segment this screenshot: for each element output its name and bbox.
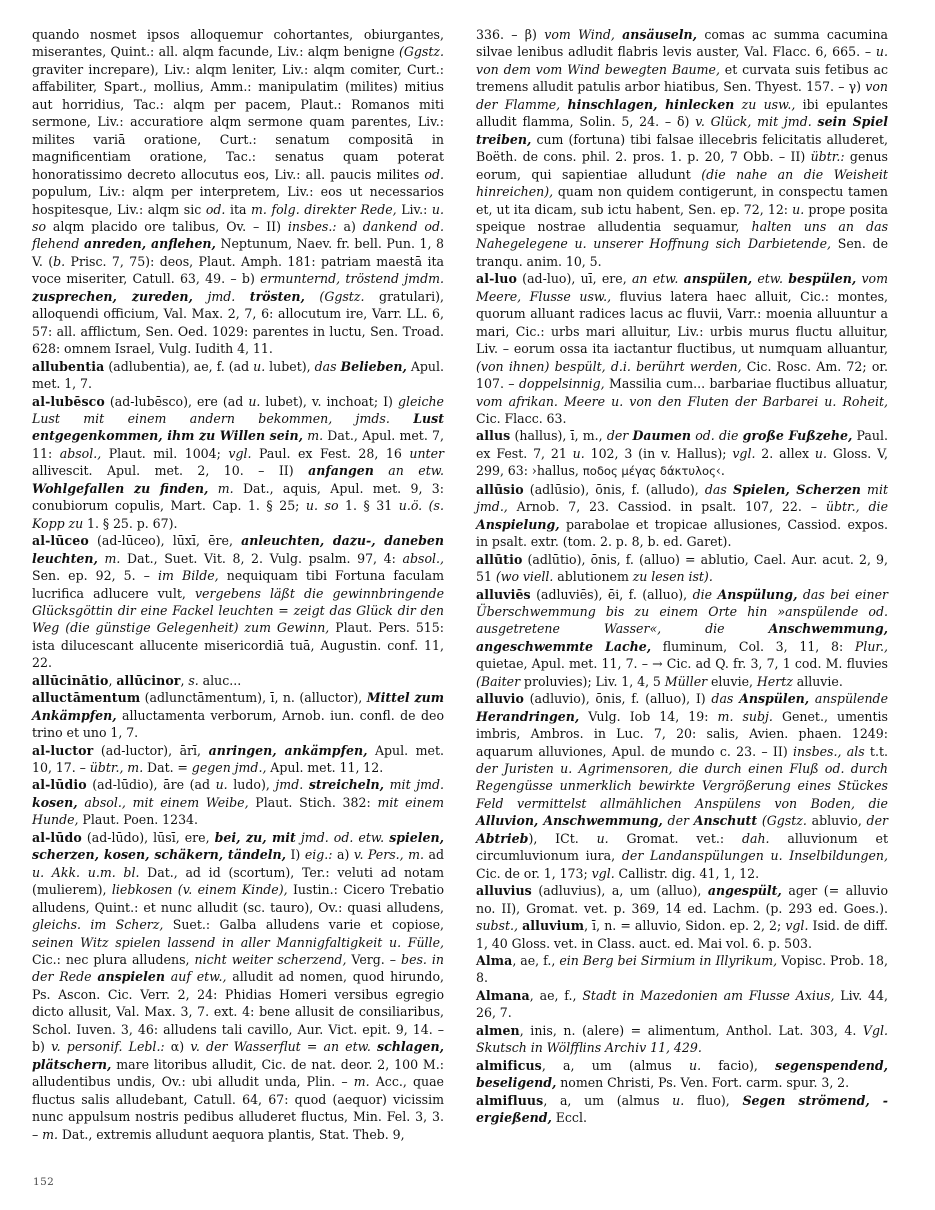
dictionary-entry: al-lūdo (ad-lūdo), lūsī, ere, bei, zu, mit jmd. od. etw. spielen, scherzen, kosen, schäkern, tändeln, I) eig.: a) v. Pers., m. ad u. Akk. u.m. bl. Dat., ad id (scortum), Ter.: veluti ad notam (mulierem), liebkosen (v. einem Kinde), Iustin.: Cicero Trebatio alludens, Quint.: et nunc alludit (sc. tauro), Ov.: quasi alludens, gleichs. im Scherz, Suet.: Galba alludens varie et copiose, seinen Witz spielen lassend in aller Mannigfaltigkeit u. Fülle, Cic.: nec plura alludens, nicht weiter scherzend, Verg. – bes. in der Rede anspielen auf etw., alludit ad nomen, quod hirundo, Ps. Ascon. Cic. Verr. 2, 24: Phidias Homeri versibus egregio dicto allusit, Val. Max. 3, 7. ext. 4: bene allusit de consiliaribus, Schol. Iuven. 3, 46: alludens tali cavillo, Aur. Vict. epit. 9, 14. – b) v. personif. Lebl.: α) v. der Wasserflut = an etw. schlagen, plätschern, mare litoribus alludit, Cic. de nat. deor. 2, 100 M.: alludentibus undis, Ov.: ubi alludit unda, Plin. – m. Acc., quae fluctus salis alludebant, Catull. 64, 67: quod (aequor) vicissim nunc appulsum nostris pedibus alluderet fluctus, Min. Fel. 3, 3. – m. Dat., extremis alludunt aequora plantis, Stat. Theb. 9, — [32, 829, 445, 1142]
dictionary-entry: alluctāmentum (adlunctāmentum), ī, n. (alluctor), Mittel zum Ankämpfen, alluctamenta verborum, Arnob. iun. confl. de deo trino et uno 1, 7. — [32, 690, 444, 741]
two-column-body — [32, 26, 889, 1151]
page-number: 152 — [33, 1176, 55, 1188]
dictionary-entry: allus (hallus), ī, m., der Daumen od. die große Fußzehe, Paul. ex Fest. 7, 21 u. 102, 3 (in v. Hallus); vgl. 2. allex u. Gloss. V, 299, 63: ›hallus, ποδος μέγας δάκτυλος‹. — [476, 428, 888, 479]
dictionary-entry: almifluus, a, um (almus u. fluo), Segen strömend, -ergießend, Eccl. — [476, 1092, 888, 1126]
dictionary-entry: allūtio (adlūtio), ōnis, f. (alluo) = ablutio, Cael. Aur. acut. 2, 9, 51 (wo viell. ablutionem zu lesen ist). — [476, 551, 888, 585]
dictionary-entry: almen, inis, n. (alere) = alimentum, Anthol. Lat. 303, 4. Vgl. Skutsch in Wölfflins Archiv 11, 429. — [476, 1022, 888, 1056]
dictionary-entry: al-lubēsco (ad-lubēsco), ere (ad u. lubet), v. inchoat; I) gleiche Lust mit einem andern bekommen, jmds. Lust entgegenkommen, ihm zu Willen sein, m. Dat., Apul. met. 7, 11: absol., Plaut. mil. 1004; vgl. Paul. ex Fest. 28, 16 unter allivescit. Apul. met. 2, 10. – II) anfangen an etw. Wohlgefallen zu finden, m. Dat., aquis, Apul. met. 9, 3: conubiorum copulis, Mart. Cap. 1. § 25; u. so 1. § 31 u.ö. (s. Kopp zu 1. § 25. p. 67). — [32, 393, 445, 531]
left-text-column — [32, 26, 444, 1143]
dictionary-entry: almificus, a, um (almus u. facio), segenspendend, beseligend, nomen Christi, Ps. Ven. Fort. carm. spur. 3, 2. — [476, 1057, 889, 1091]
dictionary-entry: alluviēs (adluviēs), ēi, f. (alluo), die Anspülung, das bei einer Überschwemmung bis zu einem Orte hin »anspülende od. ausgetretene Wasser«, die Anschwemmung, angeschwemmte Lache, fluminum, Col. 3, 11, 8: Plur., quietae, Apul. met. 11, 7. – → Cic. ad Q. fr. 3, 7, 1 cod. M. fluvies (Baiter proluvies); Liv. 1, 4, 5 Müller eluvie, Hertz alluvie. — [476, 586, 889, 689]
dictionary-entry: Almana, ae, f., Stadt in Mazedonien am Flusse Axius, Liv. 44, 26, 7. — [476, 987, 888, 1021]
entry-continuation: 336. – β) vom Wind, ansäuseln, comas ac summa cacumina silvae lenibus adludit flabris levis auster, Val. Flacc. 6, 665. – u. von dem vom Wind bewegten Baume, et curvata suis fetibus ac tremens alludit patulis arbor hiatibus, Sen. Thyest. 157. – γ) von der Flamme, hinschlagen, hinlecken zu usw., ibi epulantes alludit flamma, Solin. 5, 24. – δ) v. Glück, mit jmd. sein Spiel treiben, cum (fortuna) tibi falsae illecebris felicitatis alluderet, Boëth. de cons. phil. 2. pros. 1. p. 20, 7 Obb. – II) übtr.: genus eorum, qui sapientiae alludunt (die nahe an die Weisheit hinreichen), quam non quidem contigerunt, in conspectu tamen et, ut ita dicam, sub ictu habent, Sen. ep. 72, 12: u. prope posita speique nostrae alludentia sequamur, halten uns an das Nahegelegene u. unserer Hoffnung sich Darbietende, Sen. de tranqu. anim. 10, 5. — [476, 27, 889, 269]
dictionary-entry: alluvius (adluvius), a, um (alluo), angespült, ager (= alluvio no. II), Gromat. vet. p. 369, 14 ed. Lachm. (p. 293 ed. Goes.). subst., alluvium, ī, n. = alluvio, Sidon. ep. 2, 2; vgl. Isid. de diff. 1, 40 Gloss. vet. in Class. auct. ed. Mai vol. 6. p. 503. — [476, 883, 888, 951]
dictionary-entry: Alma, ae, f., ein Berg bei Sirmium in Illyrikum, Vopisc. Prob. 18, 8. — [476, 953, 888, 986]
dictionary-entry: al-lūceo (ad-lūceo), lūxī, ēre, anleuchten, dazu-, daneben leuchten, m. Dat., Suet. Vit. 8, 2. Vulg. psalm. 97, 4: absol., Sen. ep. 92, 5. – im Bilde, nequiquam tibi Fortuna faculam lucrifica adlucere vult, vergebens läßt die gewinnbringende Glücksgöttin dir eine Fackel leuchten = zeigt das Glück dir den Weg (die günstige Gelegenheit) zum Gewinn, Plaut. Pers. 515: ista dilucescant allucente misericordiā tuā, Augustin. conf. 11, 22. — [32, 533, 444, 671]
dictionary-entry: alluvio (adluvio), ōnis, f. (alluo), I) das Anspülen, anspülende Herandringen, Vulg. Iob 14, 19: m. subj. Genet., umentis imbris, Ambros. in Luc. 7, 20: salis, Avien. phaen. 1249: aquarum alluviones, Apul. de mundo c. 23. – II) insbes., als t.t. der Juristen u. Agrimensoren, die durch einen Fluß od. durch Regengüsse unmerklich bewirkte Vergrößerung eines Stückes Feld vermittelst allmählichen Anspülens von Boden, die Alluvion, Anschwemmung, der Anschutt (Ggstz. abluvio, der Abtrieb), ICt. u. Gromat. vet.: dah. alluvionum et circumluvionum iura, der Landanspülungen u. Inselbildungen, Cic. de or. 1, 173; vgl. Callistr. dig. 41, 1, 12. — [476, 691, 889, 881]
dictionary-entry: al-luctor (ad-luctor), ārī, anringen, ankämpfen, Apul. met. 10, 17. – übtr., m. Dat. = gegen jmd., Apul. met. 11, 12. — [32, 742, 444, 776]
entry-continuation: quando nosmet ipsos alloquemur cohortantes, obiurgantes, miserantes, Quint.: all. alqm facunde, Liv.: alqm benigne (Ggstz. graviter increpare), Liv.: alqm leniter, Liv.: alqm comiter, Curt.: affabiliter, Spart., mollius, Amm.: manipulatim (milites) mitius aut horridius, Tac.: alqm per pacem, Plaut.: Romanos miti sermone, Liv.: accuratiore alqm sermone quam parentes, Liv.: milites variā oratione, Curt.: senatum compositā in magnificentiam oratione, Tac.: senatus quam poterat honoratissimo decreto allocutus eos, Liv.: all. paucis milites od. populum, Liv.: alqm per interpretem, Liv.: eos ut necessarios hospitesque, Liv.: alqm sic od. ita m. folg. direkter Rede, Liv.: u. so alqm placido ore talibus, Ov. – II) insbes.: a) dankend od. flehend anreden, anflehen, Neptunum, Naev. fr. bell. Pun. 1, 8 V. (b. Prisc. 7, 75): deos, Plaut. Amph. 181: patriam maestā ita voce miseriter, Catull. 63, 49. – b) ermunternd, tröstend jmdm. zusprechen, zureden, jmd. trösten, (Ggstz. gratulari), alloquendi officium, Val. Max. 2, 7, 6: allocutum ire, Varr. LL. 6, 57: all. afflictum, Sen. Oed. 1029: parentes in luctu, Sen. Troad. 628: omnem Israel, Vulg. Iudith 4, 11. — [32, 27, 445, 357]
dictionary-entry: al-luo (ad-luo), uī, ere, an etw. anspülen, etw. bespülen, vom Meere, Flusse usw., fluvius latera haec alluit, Cic.: montes, quorum alluant radices lacus ac fluvii, Varr.: moenia alluuntur a mari, Cic.: urbs mari alluitur, Liv.: urbis murus fluctu alluitur, Liv. – eorum ossa ita iactantur fluctibus, ut numquam alluantur, (von ihnen) bespült, d.i. berührt werden, Cic. Rosc. Am. 72; or. 107. – doppelsinnig, Massilia cum... barbariae fluctibus alluatur, vom afrikan. Meere u. von den Fluten der Barbarei u. Roheit, Cic. Flacc. 63. — [476, 271, 888, 426]
dictionary-entry: allūcinātio, allūcinor, s. aluc... — [32, 672, 242, 688]
right-text-column — [476, 26, 888, 1127]
dictionary-entry: al-lūdio (ad-lūdio), āre (ad u. ludo), jmd. streicheln, mit jmd. kosen, absol., mit einem Weibe, Plaut. Stich. 382: mit einem Hunde, Plaut. Poen. 1234. — [32, 777, 445, 828]
dictionary-entry: allūsio (adlūsio), ōnis, f. (alludo), das Spielen, Scherzen mit jmd., Arnob. 7, 23. Cassiod. in psalt. 107, 22. – übtr., die Anspielung, parabolae et tropicae allusiones, Cassiod. expos. in psalt. extr. (tom. 2. p. 8, b. ed. Garet). — [476, 481, 888, 550]
dictionary-entry: allubentia (adlubentia), ae, f. (ad u. lubet), das Belieben, Apul. met. 1, 7. — [32, 358, 445, 392]
